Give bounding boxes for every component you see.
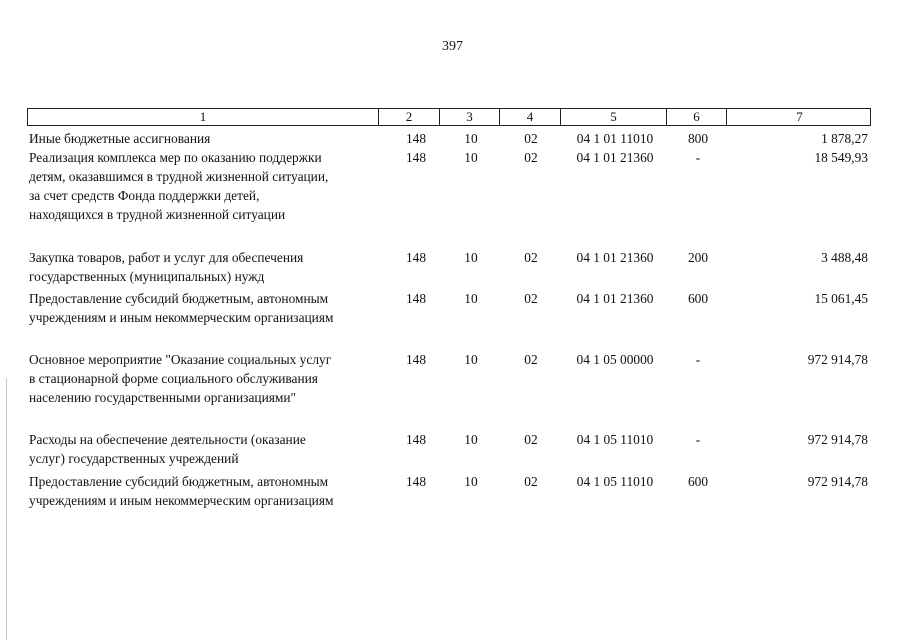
row-name-line: Предоставление субсидий бюджетным, автономным <box>29 474 329 489</box>
column-header-2: 2 <box>378 109 439 125</box>
row-target-article: 04 1 01 21360 <box>576 150 654 165</box>
row-name-line: Иные бюджетные ассигнования <box>29 131 211 146</box>
row-target-article: 04 1 05 00000 <box>576 352 654 367</box>
row-expense-type: 600 <box>687 291 709 306</box>
column-header-1: 1 <box>199 109 207 124</box>
row-section: 10 <box>464 352 478 367</box>
row-expense-type: 600 <box>687 474 709 489</box>
row-admin-code: 148 <box>405 432 427 447</box>
row-name-line: за счет средств Фонда поддержки детей, <box>29 188 260 203</box>
row-admin-code: 148 <box>405 291 427 306</box>
row-target-article: 04 1 05 11010 <box>576 432 654 447</box>
row-admin-code: 148 <box>405 474 427 489</box>
row-subsection: 02 <box>524 474 538 489</box>
column-header-5: 5 <box>560 109 666 125</box>
row-amount: 972 914,78 <box>807 352 868 367</box>
row-section: 10 <box>464 474 478 489</box>
page-number: 397 <box>442 39 463 54</box>
row-subsection: 02 <box>524 291 538 306</box>
scan-edge-line <box>6 378 7 640</box>
row-admin-code: 148 <box>405 250 427 265</box>
column-header-7: 7 <box>726 109 872 125</box>
row-expense-type: 200 <box>687 250 709 265</box>
row-expense-type: 800 <box>687 131 709 146</box>
row-name <box>29 289 384 327</box>
row-admin-code: 148 <box>405 352 427 367</box>
row-section: 10 <box>464 131 478 146</box>
row-admin-code: 148 <box>405 150 427 165</box>
row-name-line: находящихся в трудной жизненной ситуации <box>29 207 286 222</box>
row-name <box>29 430 384 468</box>
row-target-article: 04 1 01 11010 <box>576 131 654 146</box>
row-amount: 1 878,27 <box>821 131 868 146</box>
row-subsection: 02 <box>524 352 538 367</box>
row-expense-type: - <box>695 352 701 367</box>
row-name-line: учреждениям и иным некоммерческим организациям <box>29 310 334 325</box>
table-header <box>27 108 871 126</box>
column-header-4: 4 <box>499 109 560 125</box>
row-name-line: в стационарной форме социального обслуживания <box>29 371 318 386</box>
row-name-line: Закупка товаров, работ и услуг для обеспечения <box>29 250 304 265</box>
row-target-article: 04 1 01 21360 <box>576 250 654 265</box>
row-name-line: детям, оказавшимся в трудной жизненной ситуации, <box>29 169 329 184</box>
row-amount: 972 914,78 <box>807 432 868 447</box>
row-name-line: Предоставление субсидий бюджетным, автономным <box>29 291 329 306</box>
row-name <box>29 248 384 286</box>
row-expense-type: - <box>695 150 701 165</box>
row-target-article: 04 1 05 11010 <box>576 474 654 489</box>
row-subsection: 02 <box>524 131 538 146</box>
row-name-line: услуг) государственных учреждений <box>29 451 239 466</box>
row-expense-type: - <box>695 432 701 447</box>
row-subsection: 02 <box>524 150 538 165</box>
row-amount: 15 061,45 <box>814 291 868 306</box>
row-amount: 18 549,93 <box>814 150 868 165</box>
row-name-line: государственных (муниципальных) нужд <box>29 269 265 284</box>
column-header-6: 6 <box>666 109 726 125</box>
row-section: 10 <box>464 150 478 165</box>
row-amount: 3 488,48 <box>821 250 868 265</box>
row-name <box>29 350 384 407</box>
row-amount: 972 914,78 <box>807 474 868 489</box>
row-section: 10 <box>464 432 478 447</box>
row-name-line: населению государственными организациями" <box>29 390 297 405</box>
row-section: 10 <box>464 291 478 306</box>
row-subsection: 02 <box>524 250 538 265</box>
row-target-article: 04 1 01 21360 <box>576 291 654 306</box>
row-name-line: учреждениям и иным некоммерческим организациям <box>29 493 334 508</box>
column-header-3: 3 <box>439 109 499 125</box>
row-section: 10 <box>464 250 478 265</box>
row-subsection: 02 <box>524 432 538 447</box>
row-name-line: Реализация комплекса мер по оказанию поддержки <box>29 150 322 165</box>
row-name <box>29 148 384 224</box>
row-name-line: Расходы на обеспечение деятельности (оказание <box>29 432 306 447</box>
row-name-line: Основное мероприятие "Оказание социальных услуг <box>29 352 332 367</box>
row-admin-code: 148 <box>405 131 427 146</box>
row-name <box>29 129 384 148</box>
row-name <box>29 472 384 510</box>
